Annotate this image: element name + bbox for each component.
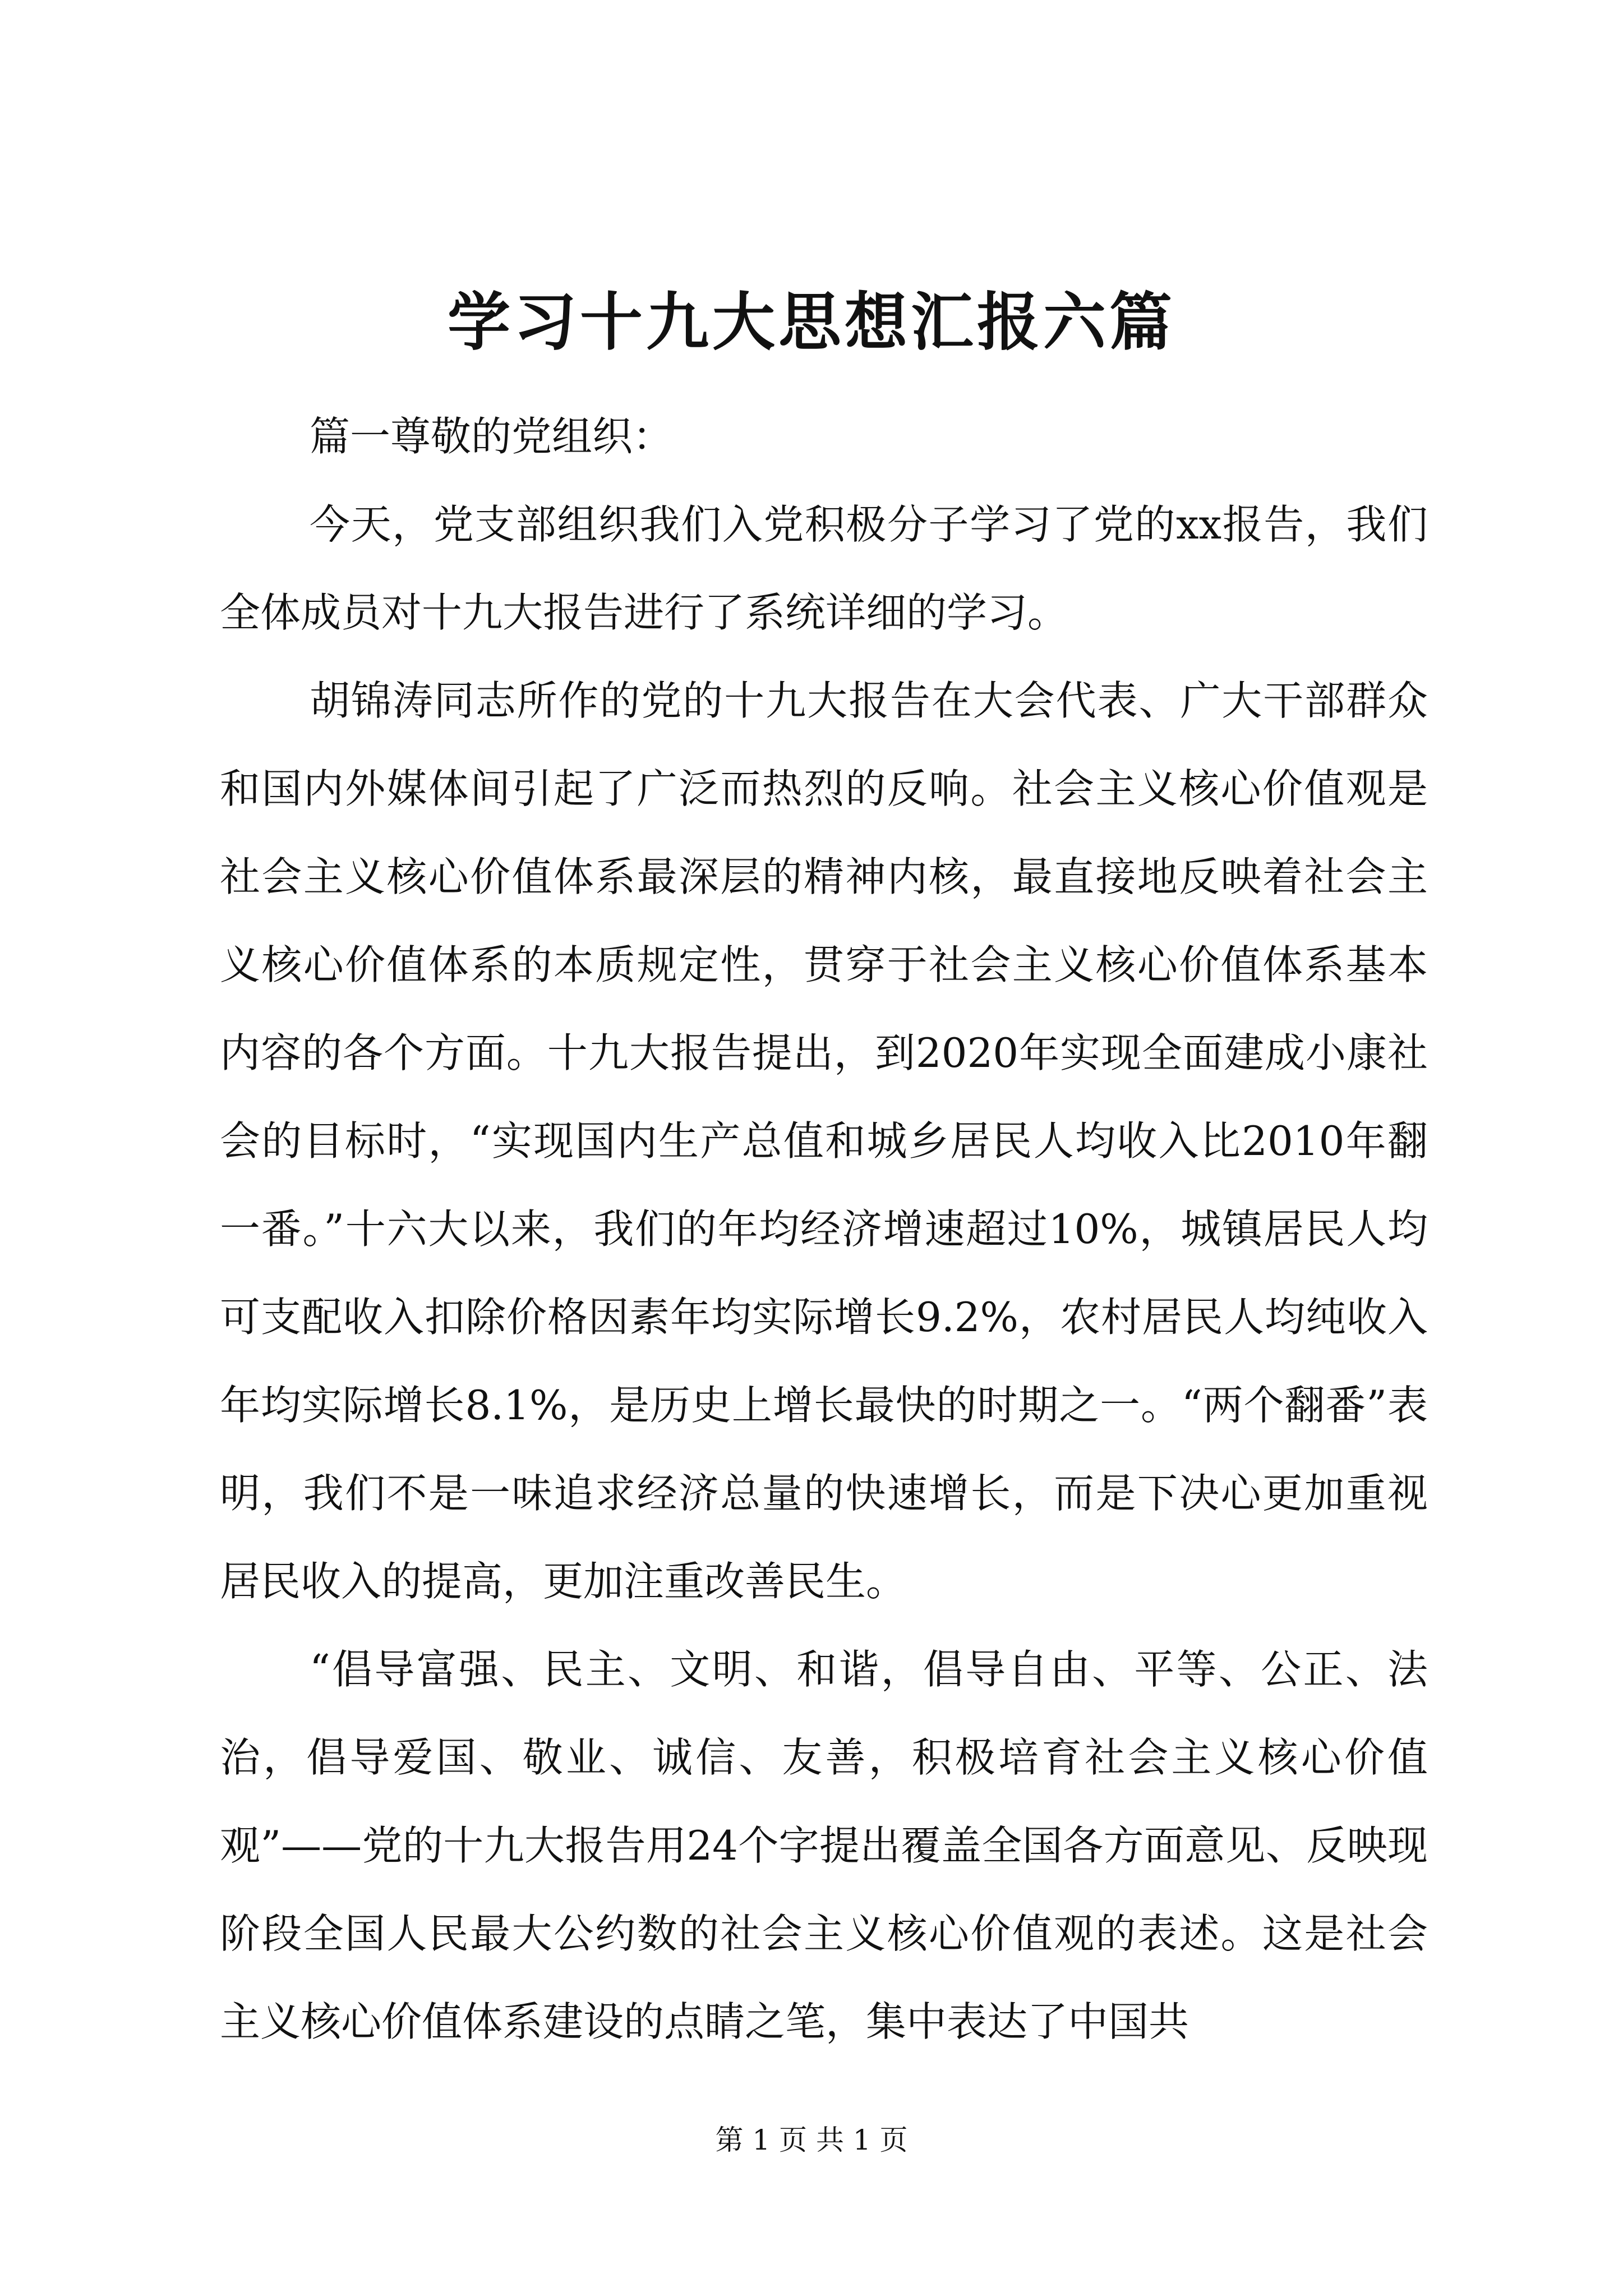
paragraph-salutation: 篇一尊敬的党组织： (310, 413, 674, 460)
document-body (220, 393, 1428, 2066)
paragraph-core-values: “倡导富强、民主、文明、和谐，倡导自由、平等、公正、法治，倡导爱国、敬业、诚信、友善，积极培育社会主义核心价值观”——党的十九大报告用24个字提出覆盖全国各方面意见、反映现阶段全国人民最大公约数的社会主义核心价值观的表述。这是社会主义核心价值体系建设的点睛之笔，集中表达了中国共 (220, 1646, 1428, 2045)
paragraph-report: 胡锦涛同志所作的党的十九大报告在大会代表、广大干部群众和国内外媒体间引起了广泛而热烈的反响。社会主义核心价值观是社会主义核心价值体系最深层的精神内核，最直接地反映着社会主义核心价值体系的本质规定性，贯穿于社会主义核心价值体系基本内容的各个方面。十九大报告提出，到2020年实现全面建成小康社会的目标时，“实现国内生产总值和城乡居民人均收入比2010年翻一番。”十六大以来，我们的年均经济增速超过10%，城镇居民人均可支配收入扣除价格因素年均实际增长9.2%，农村居民人均纯收入年均实际增长8.1%，是历史上增长最快的时期之一。“两个翻番”表明，我们不是一味追求经济总量的快速增长，而是下决心更加重视居民收入的提高，更加注重改善民生。 (220, 677, 1428, 1605)
paragraph-intro: 今天，党支部组织我们入党积极分子学习了党的xx报告，我们全体成员对十九大报告进行了系统详细的学习。 (220, 501, 1428, 636)
page-footer: 第 1 页 共 1 页 (715, 2124, 908, 2156)
document-title: 学习十九大思想汇报六篇 (448, 286, 1175, 359)
